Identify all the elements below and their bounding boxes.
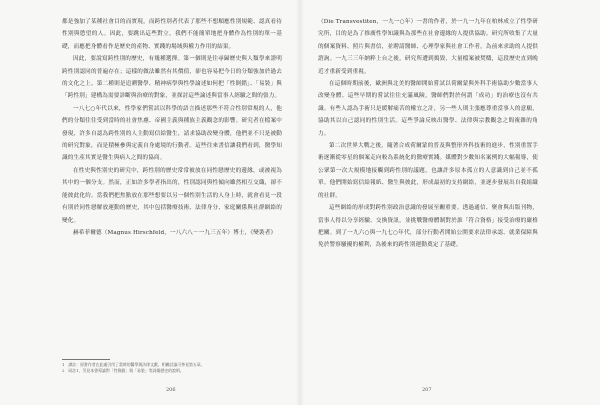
footnote: 1 譯註：原書作者在此處引用了當時的醫學與法律文獻，相關討論可參見第五章。 (62, 362, 205, 367)
footnotes (62, 362, 282, 374)
right-paragraph: 在這個時期前後，歐洲與北美的醫師開始嘗試以荷爾蒙與外科手術協助少數當事人改變身體。這些早期的嘗試往往充滿風險，醫師們對於何謂「成功」的治療也沒有共識。有些人認為手術只是緩解痛苦的權宜之計，另一些人則主張應尊重當事人的意願，協助其以自己認同的性別生活。這些爭論反映出醫學、法律與宗教觀念之間複雜的角力。 (318, 81, 538, 137)
page-number-left: 206 (166, 387, 176, 393)
right-paragraph: （Die Transvestiten，一九一○年）一書的作者，於一九一九年在柏林成立了性學研究所，目的是為了推廣性學知識與為那些在社會邊緣的人提供協助。研究所收集了大量的個案資料、照片與書信，並聘請醫師、心理學家與社會工作者，為前來求助的人提供諮詢。一九三三年納粹上台之後，研究所遭到搗毀，大量檔案被焚燬，這段歷史直到晚近才重新受到重視。 (318, 19, 538, 75)
left-paragraph: 赫希菲爾德（Magnus Hirschfeld，一八六八－一九三五年）博士，《變裝者》 (73, 229, 277, 236)
left-paragraph: 因此，要說寫跨性別的歷史，有幾種選擇。第一個則是往尋歸歷史與人類學來證明跨性別認同的普遍存在；這樣的做法雖然有其價值，卻也容易把今日的分類強加於過去的文化之上。第二種則是追溯醫學、精神病學與性學論述如何把「性倒錯」、「易裝」與「跨性別」建構為需要診斷與治療的對象，並探討這些論述與當事人經驗之間的張力。 (62, 56, 282, 100)
right-paragraph: 這些網絡的形成對跨性別政治意識的發展至關重要。透過通信、聚會與出版刊物，當事人得以分享經驗、交換資訊，並挑戰醫療體制對於誰「符合資格」接受治療的嚴格把關。到了一九六○與一九七○年代，部分行動者開始公開要求法律承認、就業保障與免於警察騷擾的權利，為後來的跨性別運動奠定了基礎。 (318, 205, 538, 249)
right-paragraph: 第二次世界大戰之後，隨著合成荷爾蒙的普及與整形外科技術的進步，性別重置手術逐漸從零星的個案走向較為系統化的醫療實踐。媒體對少數知名案例的大幅報導，使公眾第一次大規模地接觸到跨性別的議題，也讓許多原本孤立的人意識到自己並不孤單。他們開始寫信給報紙、醫生與彼此，形成最初的支持網絡，並逐步發展出自我組織的社群。 (318, 143, 538, 199)
footnote: 2 同註1，另見本書導論對「性倒錯」與「易裝」等詞彙歷史的說明。 (62, 368, 184, 374)
book-gutter (296, 0, 304, 405)
page-number-right: 207 (422, 387, 432, 393)
left-page-body (62, 16, 282, 239)
left-paragraph: 在性史與性別史的研究中，跨性別的歷史常常被放在同性戀歷史的邊緣，或被視為其中的一個分支。然而，正如許多學者指出的，性別認同與性傾向雖然相互交織，卻不能彼此化約。當我們把焦點放在那些想要以另一個性別生活的人身上時，就會看見一段有別於同性戀解放運動的歷史，其中包括醫療技術、法律身分、家庭關係與社群網絡的變化。 (62, 167, 282, 224)
right-page-body (318, 16, 538, 252)
footnote-rule (62, 359, 110, 360)
left-paragraph: 一八七○年代以來，性學家們嘗試以科學的語言描述那些不符合性別常規的人，他們的分類往往受到當時的社會焦慮、帝國主義與種族主義觀念的影響。研究者在檔案中發現，許多自認為跨性別的人主動寫信給醫生，請求協助改變身體，他們並不只是被動的研究對象，而是積極參與定義自身處境的行動者。這些往來書信讓我們看到，醫學知識的生產其實是醫生與病人之間的協商。 (62, 105, 282, 162)
left-paragraph: 都是強加了某種社會目的而實現，而跨性別者代表了那些不想順應性別規範、認真看待性別與慾望的人。因此，要跳出這些對立，我們不能簡單地把身體作為性別的單一基礎，而應把身體看作是歷史的產物、實踐的場域與權力作用的結果。 (62, 19, 282, 50)
